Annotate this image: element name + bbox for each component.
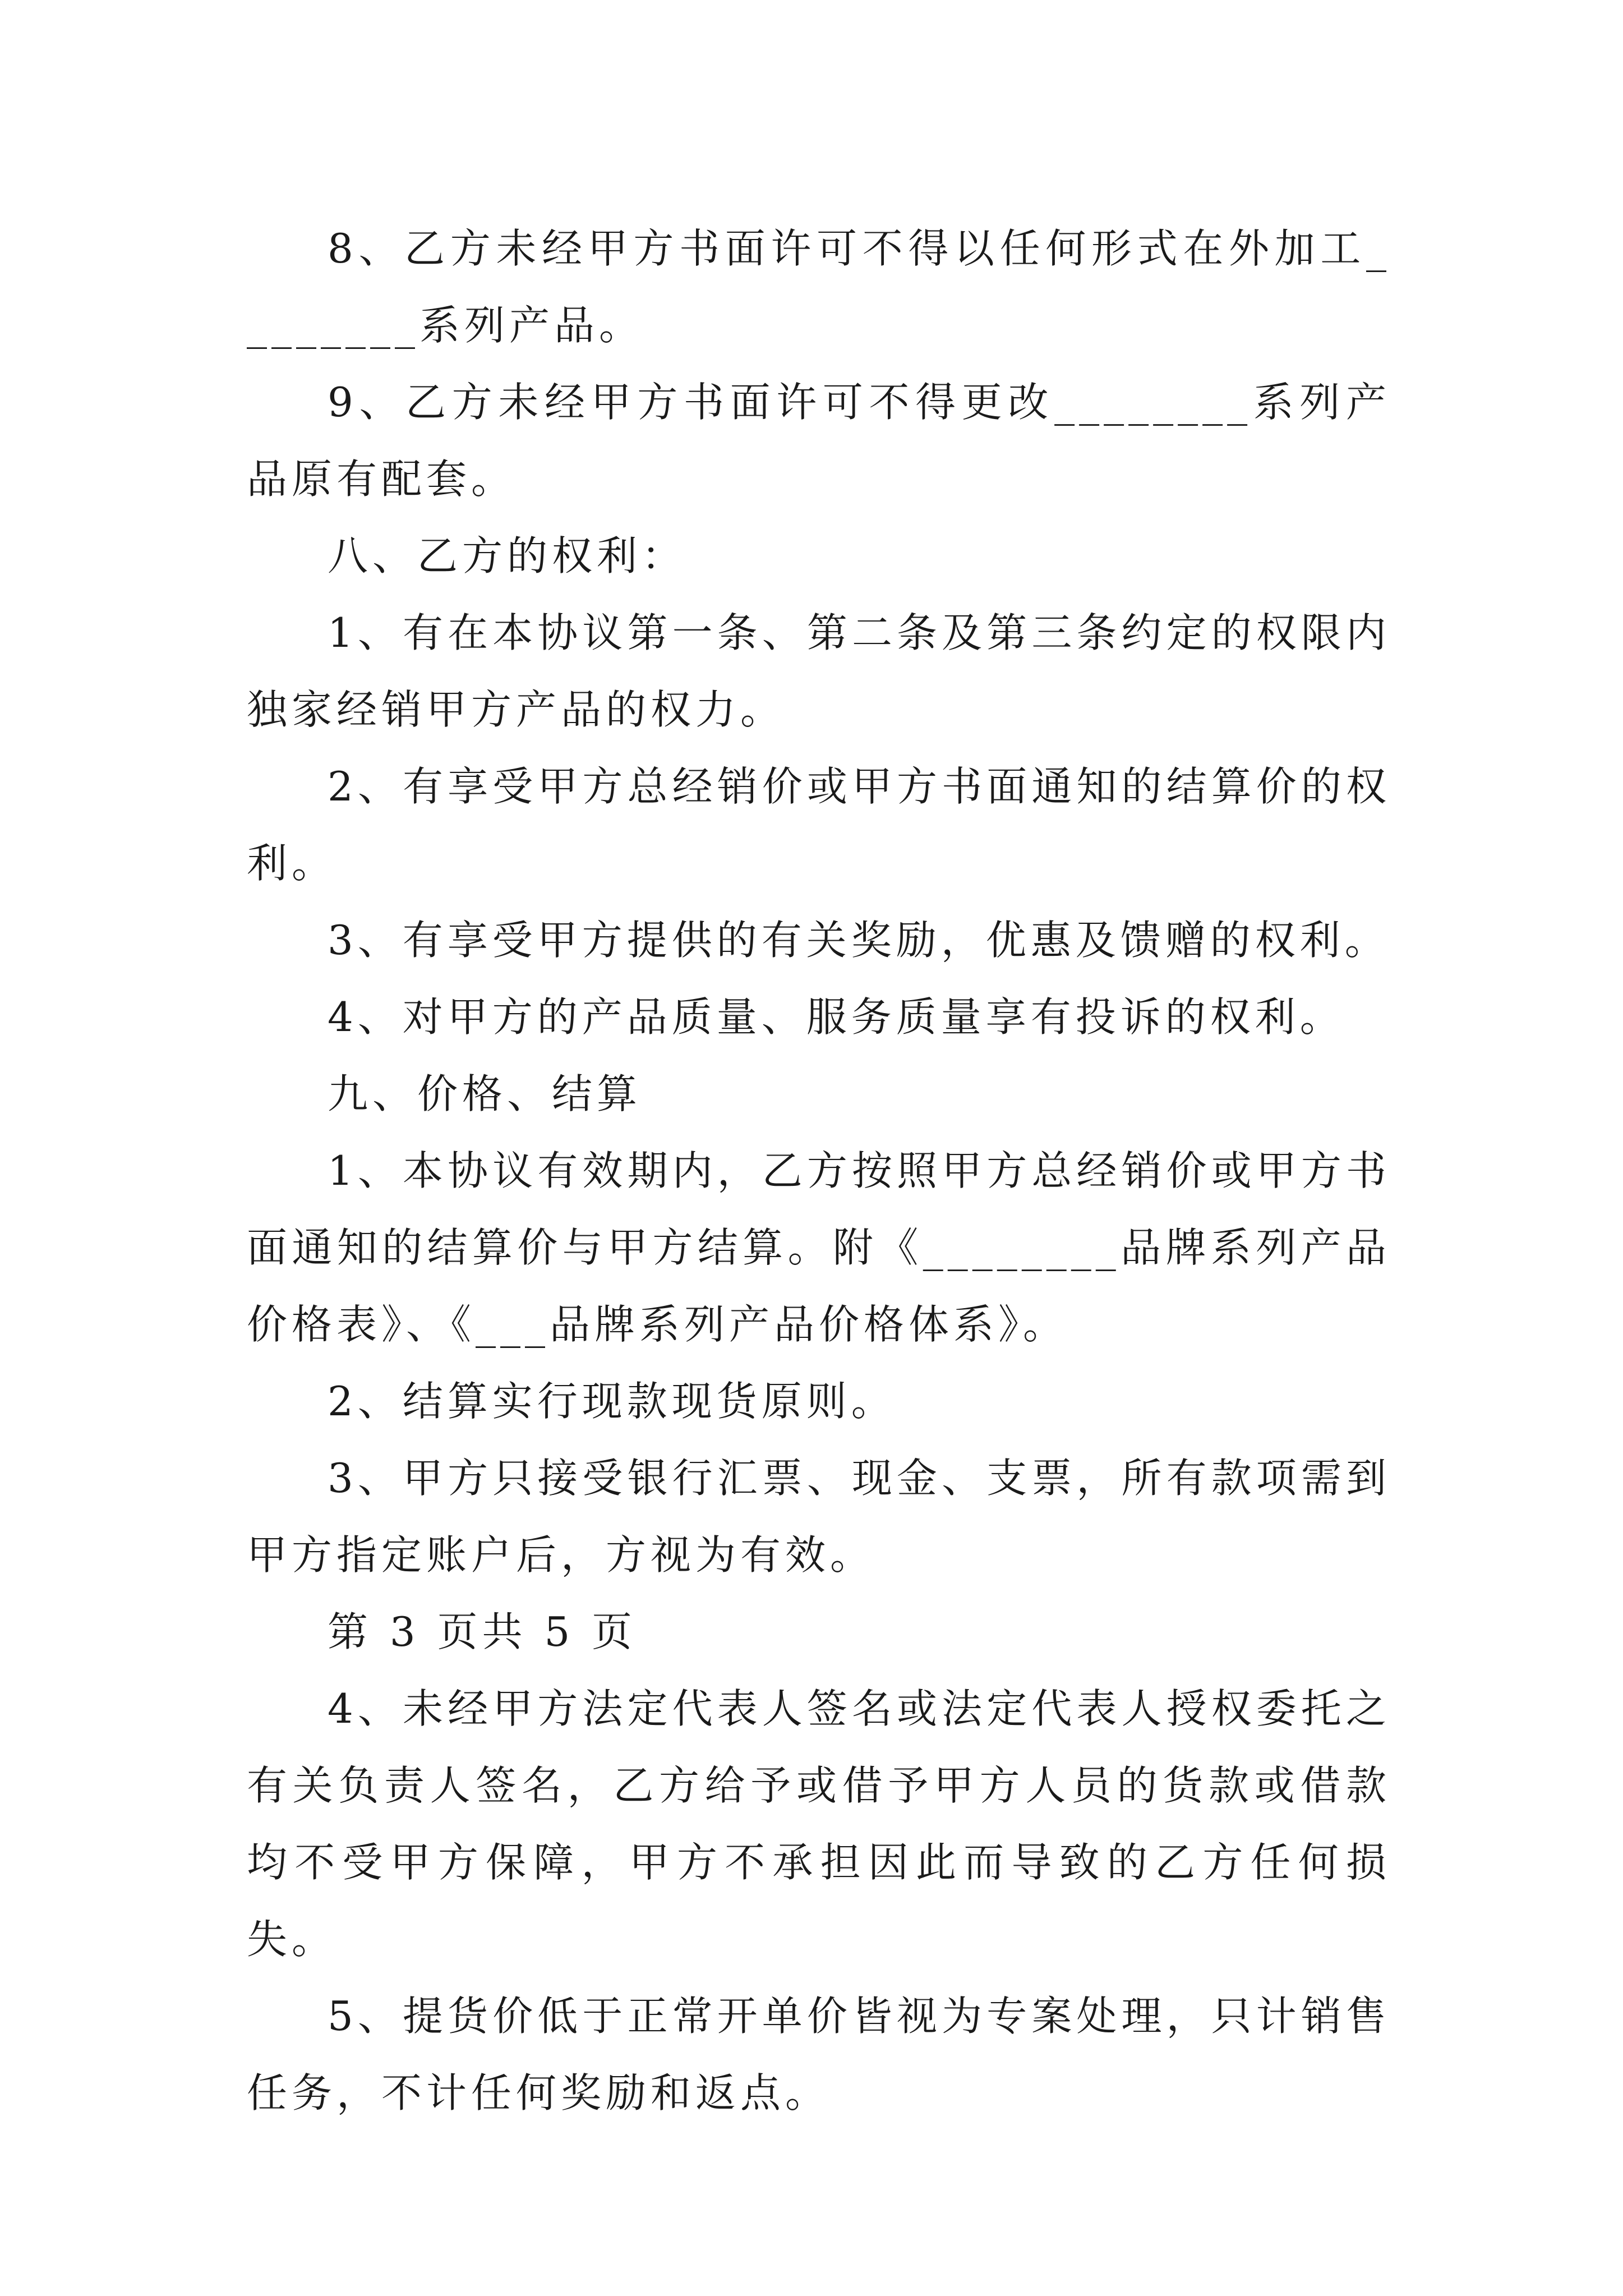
rights-clause-2: 2、有享受甲方总经销价或甲方书面通知的结算价的权利。 [247, 763, 1391, 887]
settlement-clause-1: 1、本协议有效期内，乙方按照甲方总经销价或甲方书面通知的结算价与甲方结算。附《________品牌系列产品价格表》、《___品牌系列产品价格体系》。 [247, 1147, 1391, 1348]
settlement-clause-4: 4、未经甲方法定代表人签名或法定代表人授权委托之有关负责人签名，乙方给予或借予甲方人员的货款或借款均不受甲方保障，甲方不承担因此而导致的乙方任何损失。 [247, 1685, 1391, 1963]
rights-clause-4: 4、对甲方的产品质量、服务质量享有投诉的权利。 [328, 993, 1345, 1041]
settlement-clause-5: 5、提货价低于正常开单价皆视为专案处理，只计销售任务，不计任何奖励和返点。 [247, 1993, 1391, 2116]
clause-8: 8、乙方未经甲方书面许可不得以任何形式在外加工________系列产品。 [247, 225, 1391, 349]
document-body [247, 210, 1391, 2132]
rights-clause-3: 3、有享受甲方提供的有关奖励，优惠及馈赠的权利。 [328, 917, 1390, 964]
settlement-clause-2: 2、结算实行现款现货原则。 [328, 1378, 896, 1425]
settlement-clause-3: 3、甲方只接受银行汇票、现金、支票，所有款项需到甲方指定账户后，方视为有效。 [247, 1455, 1391, 1579]
rights-clause-1: 1、有在本协议第一条、第二条及第三条约定的权限内独家经销甲方产品的权力。 [247, 609, 1391, 733]
section-heading-price-settlement: 九、价格、结算 [328, 1070, 642, 1117]
clause-9: 9、乙方未经甲方书面许可不得更改________系列产品原有配套。 [247, 379, 1391, 503]
section-heading-party-b-rights: 八、乙方的权利： [328, 532, 687, 579]
page-number: 第 3 页共 5 页 [328, 1608, 637, 1655]
